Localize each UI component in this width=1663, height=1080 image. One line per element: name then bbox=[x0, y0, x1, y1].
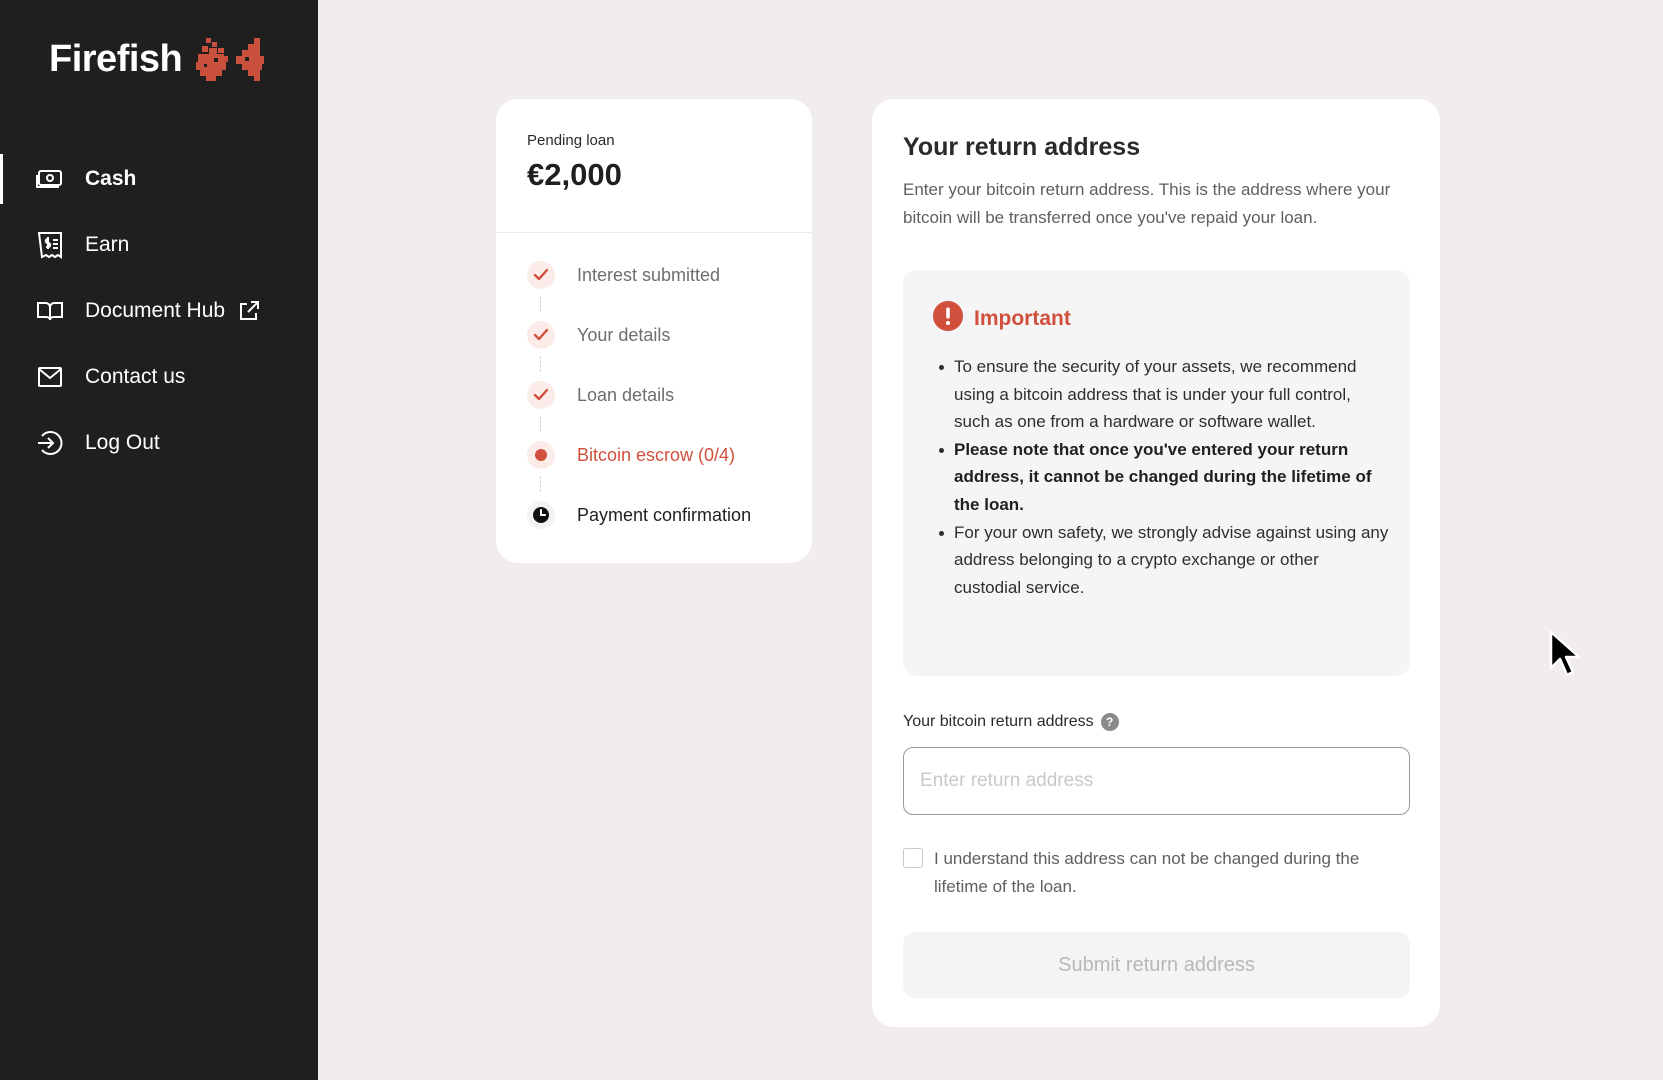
list-item: For your own safety, we strongly advise against using any address belonging to a crypto exchange or other custodial service. bbox=[939, 519, 1389, 602]
important-bullets bbox=[939, 353, 1389, 601]
check-icon bbox=[527, 261, 555, 289]
book-icon bbox=[36, 297, 64, 325]
external-link-icon bbox=[237, 299, 261, 323]
step-label: Bitcoin escrow (0/4) bbox=[577, 444, 736, 465]
page-description: Enter your bitcoin return address. This is the address where your bitcoin will be transferred once you've repaid your loan. bbox=[903, 180, 1391, 227]
step-connector bbox=[540, 356, 541, 372]
logo-text: Firefish bbox=[49, 37, 183, 80]
sidebar-item-earn[interactable] bbox=[0, 218, 318, 272]
important-notice bbox=[903, 270, 1410, 676]
sidebar bbox=[0, 0, 318, 1080]
help-icon[interactable]: ? bbox=[1101, 713, 1119, 731]
sidebar-nav bbox=[0, 152, 318, 482]
list-item: Please note that once you've entered your return address, it cannot be changed during the lifetime of the loan. bbox=[939, 436, 1389, 519]
confirm-row bbox=[903, 845, 1403, 901]
sidebar-item-contact-us[interactable] bbox=[0, 350, 318, 404]
sidebar-item-label: Earn bbox=[85, 233, 130, 256]
clock-icon bbox=[527, 501, 555, 529]
alert-icon bbox=[933, 301, 963, 336]
loan-progress-card bbox=[496, 99, 812, 563]
submit-return-address-button[interactable]: Submit return address bbox=[903, 932, 1410, 998]
loan-summary bbox=[496, 99, 812, 233]
sidebar-item-document-hub[interactable] bbox=[0, 284, 318, 338]
pending-loan-amount: €2,000 bbox=[527, 157, 622, 192]
fish-logo-icon bbox=[194, 36, 268, 82]
mail-icon bbox=[36, 363, 64, 391]
confirm-checkbox[interactable] bbox=[903, 848, 923, 868]
return-address-label bbox=[903, 713, 1119, 731]
field-label-text: Your bitcoin return address bbox=[903, 713, 1094, 730]
sidebar-item-cash[interactable] bbox=[0, 152, 318, 206]
check-icon bbox=[527, 381, 555, 409]
step-connector bbox=[540, 476, 541, 492]
cash-icon bbox=[36, 165, 64, 193]
page-title: Your return address bbox=[903, 133, 1141, 161]
sidebar-item-label: Document Hub bbox=[85, 299, 226, 322]
return-address-card bbox=[872, 99, 1440, 1027]
step-label: Interest submitted bbox=[577, 264, 721, 285]
step-interest-submitted bbox=[527, 261, 812, 289]
step-loan-details bbox=[527, 381, 812, 409]
step-connector bbox=[540, 296, 541, 312]
step-label: Your details bbox=[577, 324, 671, 345]
important-header bbox=[933, 301, 1071, 336]
logout-icon bbox=[36, 429, 64, 457]
important-title: Important bbox=[974, 306, 1071, 330]
sidebar-item-label: Contact us bbox=[85, 365, 186, 388]
pending-loan-label: Pending loan bbox=[527, 132, 615, 149]
sidebar-item-log-out[interactable] bbox=[0, 416, 318, 470]
confirm-text: I understand this address can not be changed during the lifetime of the loan. bbox=[934, 849, 1360, 896]
step-label: Payment confirmation bbox=[577, 504, 752, 525]
step-bitcoin-escrow bbox=[527, 441, 812, 469]
sidebar-item-label: Cash bbox=[85, 167, 137, 190]
check-icon bbox=[527, 321, 555, 349]
list-item: To ensure the security of your assets, we recommend using a bitcoin address that is under your full control, such as one from a hardware or software wallet. bbox=[939, 353, 1389, 436]
mouse-cursor-icon bbox=[1549, 630, 1583, 685]
step-list bbox=[496, 233, 812, 529]
step-your-details bbox=[527, 321, 812, 349]
earn-icon bbox=[36, 231, 64, 259]
step-payment-confirmation bbox=[527, 501, 812, 529]
step-connector bbox=[540, 416, 541, 432]
logo[interactable] bbox=[49, 36, 268, 82]
return-address-input[interactable] bbox=[903, 747, 1410, 815]
sidebar-item-label: Log Out bbox=[85, 431, 160, 454]
step-label: Loan details bbox=[577, 384, 675, 405]
current-step-dot-icon bbox=[527, 441, 555, 469]
